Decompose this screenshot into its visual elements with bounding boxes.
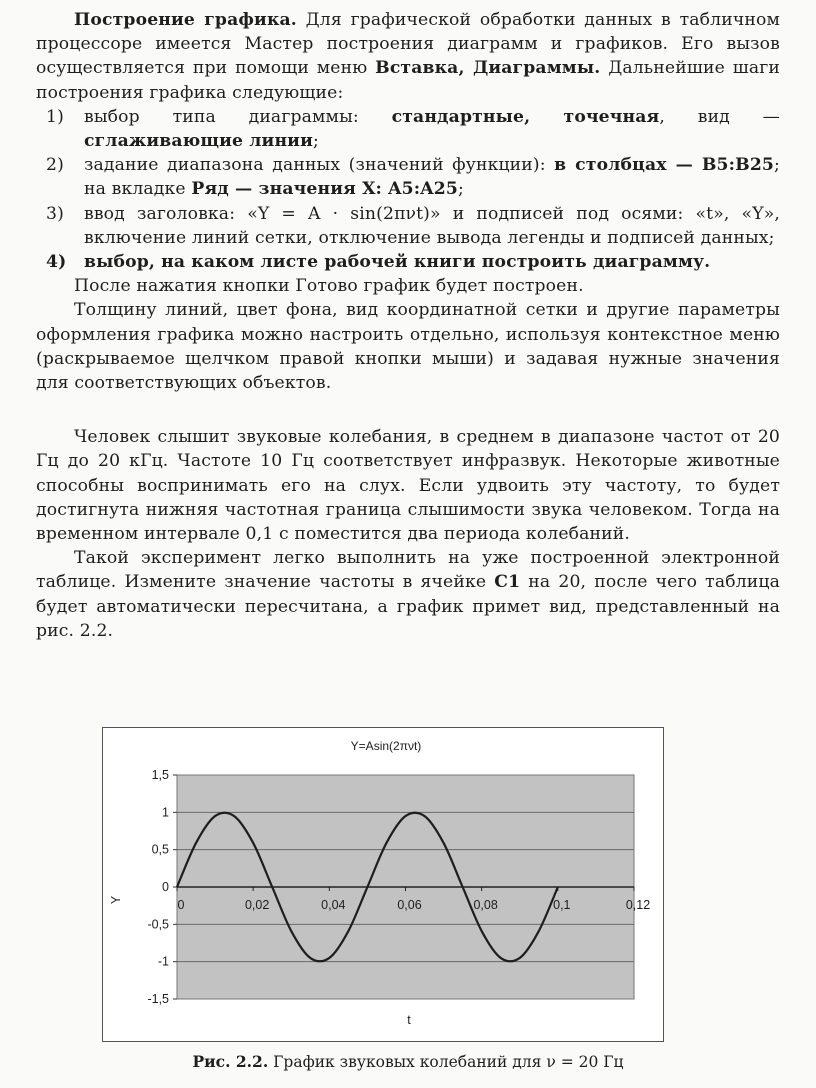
x-tick-label: 0,12 (625, 898, 651, 912)
figure-caption (0, 1052, 816, 1071)
y-tick-label: -0,5 (147, 917, 169, 932)
paragraph-chart-building: Построение графика. Для графической обработки данных в табличном процессоре имеется Мастер построения диаграмм и графиков. Его вызов осуществляется при помощи меню Вставка, Диаграммы. Дальнейшие шаги построения графика следующие: (36, 10, 780, 103)
y-tick-label: 1 (162, 805, 169, 820)
menu-path: Вставка, Диаграммы. (375, 58, 601, 79)
step-item: 3) ввод заголовка: «Y = A · sin(2πνt)» и подписей под осями: «t», «Y», включение линий сетки, отключение вывода легенды и подписей данных; (46, 203, 780, 248)
x-tick-label: 0,02 (244, 898, 270, 912)
chart-title: Y=Asin(2πνt) (350, 739, 422, 753)
y-axis-label: Y (109, 895, 123, 905)
y-tick-label: 0 (162, 880, 169, 894)
x-tick-label: 0,06 (397, 898, 422, 912)
caption-label: Рис. 2.2. (192, 1052, 269, 1071)
step-item: 4) выбор, на каком листе рабочей книги построить диаграмму. (46, 252, 711, 273)
paragraph-experiment: Такой эксперимент легко выполнить на уже построенной электронной таблице. Измените значение частоты в ячейке C1 на 20, после чего таблица будет автоматически пересчитана, а график примет вид, представленный на рис. 2.2. (36, 548, 781, 641)
x-axis-label: t (407, 1013, 411, 1027)
sine-chart (103, 728, 663, 1041)
y-tick-label: 0,5 (151, 842, 169, 857)
step-item: 1) выбор типа диаграммы: стандартные, точечная, вид — сглаживающие линии; (46, 106, 781, 152)
figure-chart (102, 727, 664, 1042)
x-tick-label: 0,1 (553, 898, 571, 912)
paragraph-hearing: Человек слышит звуковые колебания, в среднем в диапазоне частот от 20 Гц до 20 кГц. Частоте 10 Гц соответствует инфразвук. Некоторые животные способны воспринимать его на слух. Если удвоить эту частоту, то будет достигнута нижняя частотная граница слышимости звука человеком. Тогда на временном интервале 0,1 с поместится два периода колебаний. (36, 427, 780, 545)
text-block (36, 8, 780, 643)
caption-text: График звуковых колебаний для ν = 20 Гц (268, 1053, 624, 1071)
section-lead: Построение графика. (74, 10, 297, 30)
y-tick-label: -1,5 (147, 992, 169, 1006)
steps-list (36, 105, 780, 274)
paragraph-formatting: Толщину линий, цвет фона, вид координатной сетки и другие параметры оформления графика можно настроить отдельно, используя контекстное меню (раскрываемое щелчком правой кнопки мыши) и задавая нужные значения для соответствующих объектов. (36, 300, 780, 394)
y-tick-label: -1 (157, 954, 169, 969)
x-tick-label: 0,04 (321, 898, 346, 912)
cell-ref: C1 (494, 572, 521, 593)
step-item: 2) задание диапазона данных (значений функции): в столбцах — B5:B25; на вкладке Ряд — значения X: A5:A25; (46, 155, 780, 200)
x-tick-label: 0 (177, 898, 185, 912)
y-tick-label: 1,5 (151, 768, 169, 782)
x-tick-label: 0,08 (473, 898, 498, 912)
paragraph-done: После нажатия кнопки Готово график будет построен. (74, 276, 584, 297)
